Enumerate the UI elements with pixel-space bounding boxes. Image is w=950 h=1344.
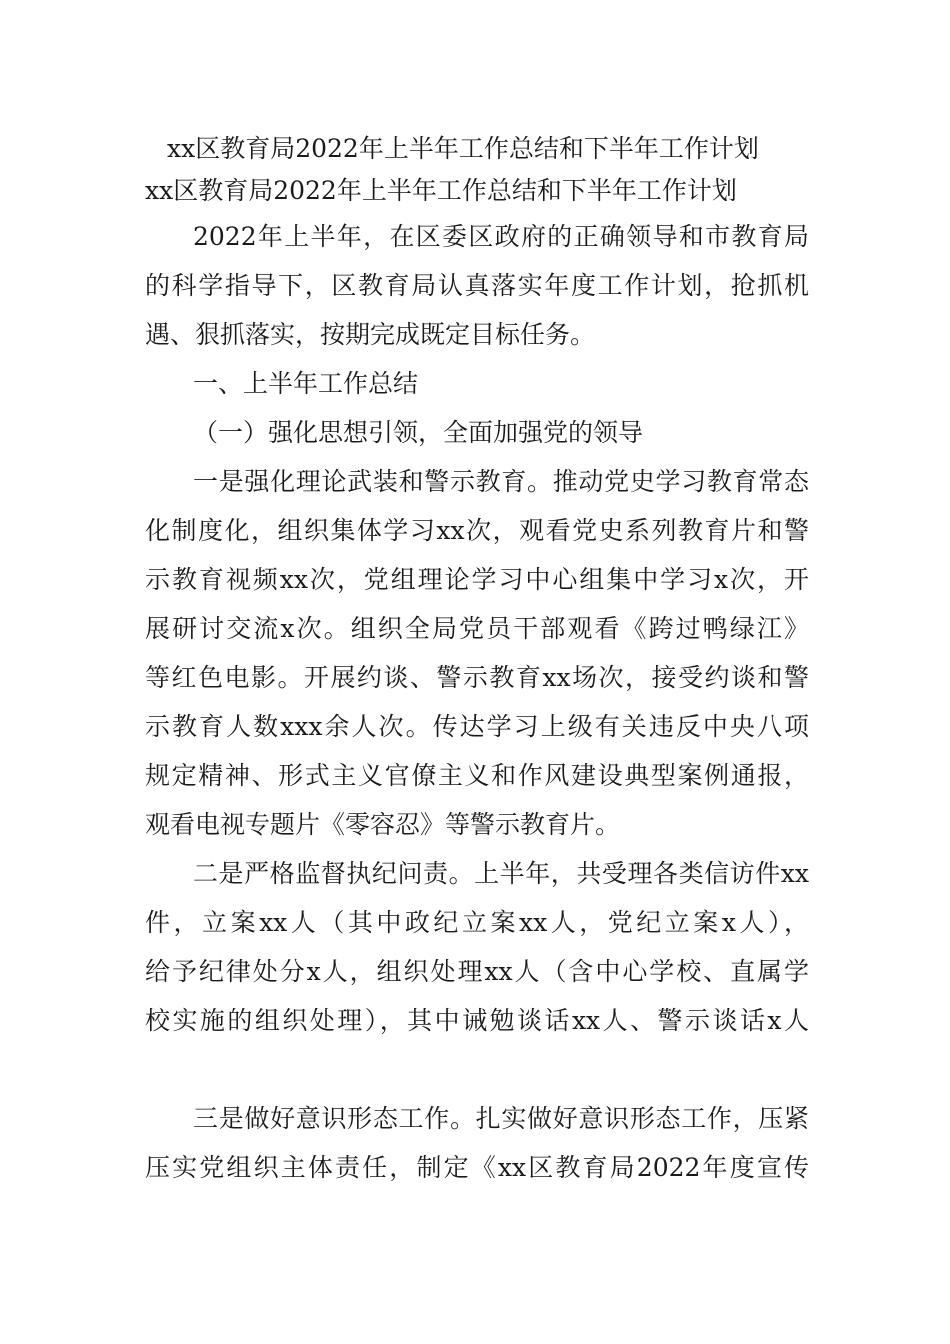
paragraph-intro <box>145 212 809 359</box>
paragraph-line: 遇、狠抓落实，按期完成既定目标任务。 <box>145 320 596 349</box>
paragraph-line: 给予纪律处分x人，组织处理xx人（含中心学校、直属学 <box>145 957 809 986</box>
document-title: xx区教育局2022年上半年工作总结和下半年工作计划 <box>167 134 759 163</box>
paragraph-line: 三是做好意识形态工作。扎实做好意识形态工作，压紧 <box>193 1104 809 1133</box>
paragraph-line: 示教育人数xxx余人次。传达学习上级有关违反中央八项 <box>145 712 809 741</box>
paragraph-theory <box>145 457 809 849</box>
paragraph-discipline <box>145 849 809 1045</box>
paragraph-gap <box>145 1045 809 1094</box>
paragraph-line: 二是严格监督执纪问责。上半年，共受理各类信访件xx <box>193 859 809 888</box>
paragraph-line: 校实施的组织处理），其中诫勉谈话xx人、警示谈话x人 <box>145 1006 809 1035</box>
paragraph-line: 观看电视专题片《零容忍》等警示教育片。 <box>145 810 621 839</box>
paragraph-line: 示教育视频xx次，党组理论学习中心组集中学习x次，开 <box>145 565 809 594</box>
paragraph-line: 等红色电影。开展约谈、警示教育xx场次，接受约谈和警 <box>145 663 809 692</box>
paragraph-line: 件，立案xx人（其中政纪立案xx人，党纪立案x人）， <box>145 908 809 937</box>
subsection-heading <box>145 408 809 457</box>
paragraph-line: 压实党组织主体责任，制定《xx区教育局2022年度宣传 <box>145 1153 809 1182</box>
paragraph-line: 规定精神、形式主义官僚主义和作风建设典型案例通报， <box>145 761 809 790</box>
paragraph-line: 的科学指导下，区教育局认真落实年度工作计划，抢抓机 <box>145 271 809 300</box>
paragraph-line: 一是强化理论武装和警示教育。推动党史学习教育常态 <box>193 467 809 496</box>
document-subtitle: xx区教育局2022年上半年工作总结和下半年工作计划 <box>145 176 737 205</box>
subsection-heading-text: （一）强化思想引领，全面加强党的领导 <box>193 418 644 447</box>
section-heading <box>145 359 809 408</box>
paragraph-line: 展研讨交流x次。组织全局党员干部观看《跨过鸭绿江》 <box>145 614 809 643</box>
section-heading-text: 一、上半年工作总结 <box>193 369 419 398</box>
document-page <box>145 128 809 1192</box>
paragraph-ideology <box>145 1094 809 1192</box>
paragraph-line: 化制度化，组织集体学习xx次，观看党史系列教育片和警 <box>145 516 809 545</box>
paragraph-line: 2022年上半年，在区委区政府的正确领导和市教育局 <box>193 222 809 251</box>
